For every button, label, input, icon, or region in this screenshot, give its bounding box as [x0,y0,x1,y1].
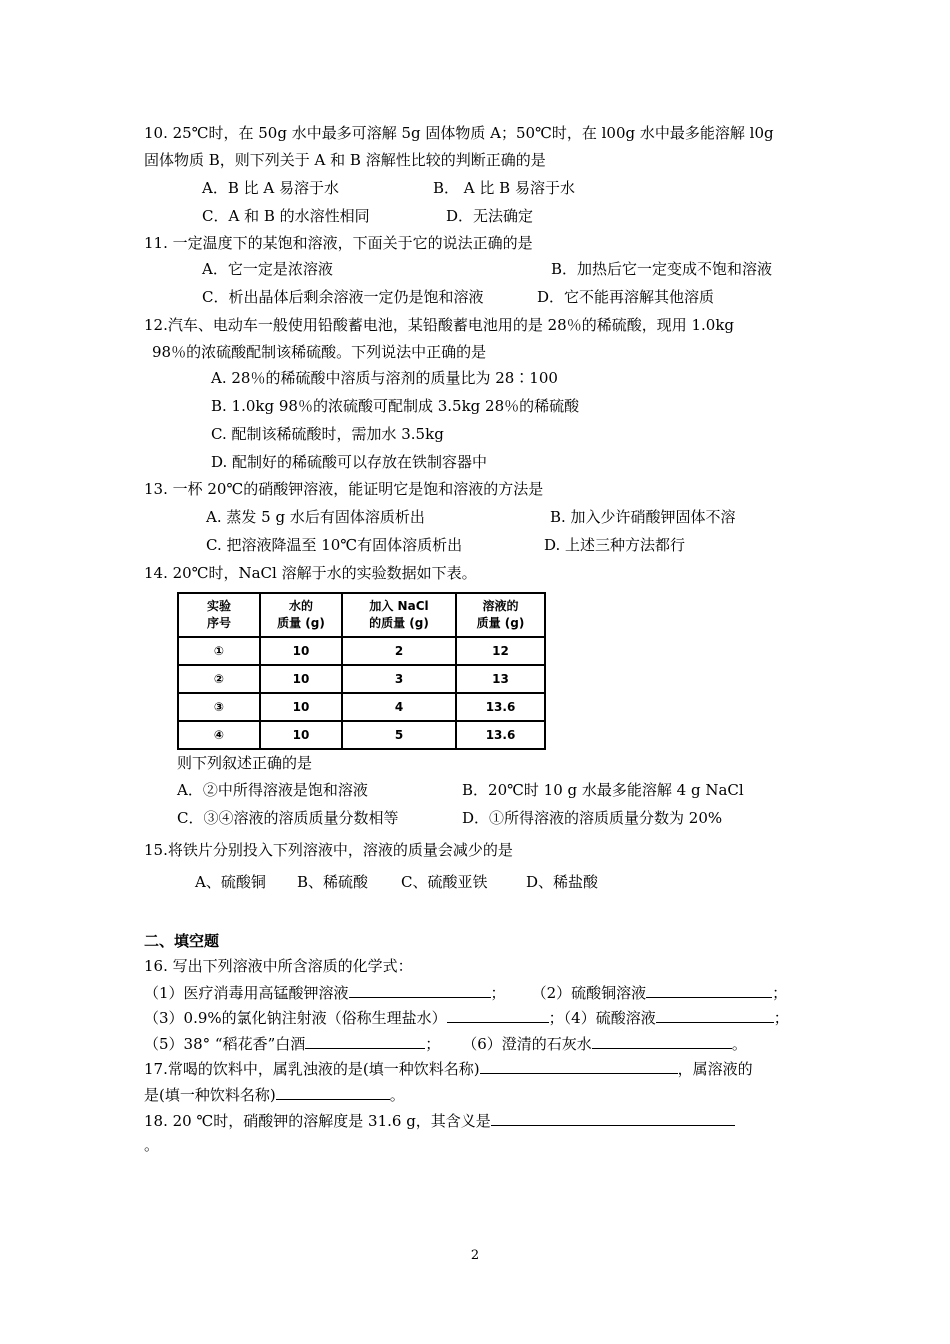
page-number: 2 [470,1248,480,1263]
q11-stem: 11. 一定温度下的某饱和溶液，下面关于它的说法正确的是 [144,234,533,252]
q10-stem-line1: 10. 25℃时，在 50g 水中最多可溶解 5g 固体物质 A；50℃时，在 l00g 水中最多能溶解 l0g [144,124,774,142]
q11-option-d: D．它不能再溶解其他溶质 [537,288,715,306]
q14-option-d: D．①所得溶液的溶质质量分数为 20% [462,809,723,827]
q14-followup: 则下列叙述正确的是 [177,754,313,772]
q17-text-mid: ，属溶液的 [677,1060,753,1078]
answer-blank-5[interactable] [305,1033,425,1049]
q16-part4: ；（4）硫酸溶液 [548,1009,656,1027]
q12-option-d: D. 配制好的稀硫酸可以存放在铁制容器中 [211,453,488,471]
table-cell: 13.6 [456,721,545,749]
table-row [178,665,545,693]
header-text: 水的 [288,599,313,613]
q15-option-a: A、硫酸铜 [195,873,266,891]
q13-option-b: B. 加入少许硝酸钾固体不溶 [550,508,736,526]
table-header-cell [260,593,342,637]
table-cell: 10 [260,637,342,665]
header-text: 质量 (g) [476,616,525,630]
q15-option-d: D、稀盐酸 [526,873,599,891]
q16-part6: （6）澄清的石灰水 [462,1035,592,1053]
q10-option-b: B． A 比 B 易溶于水 [433,179,575,197]
q13-option-c: C. 把溶液降温至 10℃有固体溶质析出 [206,536,463,554]
table-cell: 10 [260,665,342,693]
q16-line2 [144,1007,789,1028]
q10-option-d: D．无法确定 [446,207,534,225]
q10-option-c: C．A 和 B 的水溶性相同 [202,207,370,225]
q12-option-c: C. 配制该稀硫酸时，需加水 3.5kg [211,425,444,443]
q17-line2 [144,1084,405,1105]
table-cell: 10 [260,721,342,749]
header-text: 加入 NaCl [369,599,429,613]
q13-stem: 13. 一杯 20℃的硝酸钾溶液，能证明它是饱和溶液的方法是 [144,480,544,498]
table-cell: 3 [342,665,456,693]
header-text: 序号 [206,616,231,630]
table-header-cell [342,593,456,637]
q12-option-b: B. 1.0kg 98％的浓硫酸可配制成 3.5kg 28％的稀硫酸 [211,397,580,415]
header-text: 的质量 (g) [369,616,429,630]
q12-stem-line1: 12.汽车、电动车一般使用铅酸蓄电池，某铅酸蓄电池用的是 28％的稀硫酸，现用 1.0kg [144,316,735,334]
q11-option-a: A．它一定是浓溶液 [202,260,333,278]
nacl-data-table [177,592,546,750]
table-row [178,637,545,665]
table-header-cell [456,593,545,637]
table-cell: 12 [456,637,545,665]
table-header-cell [178,593,260,637]
punctuation: ； [490,984,506,1002]
q16-line3 [144,1033,747,1054]
q13-option-d: D. 上述三种方法都行 [544,536,686,554]
table-cell: ① [178,637,260,665]
q12-stem-line2: 98％的浓硫酸配制该稀硫酸。下列说法中正确的是 [152,343,487,361]
q14-option-b: B．20℃时 10 g 水最多能溶解 4 g NaCl [462,781,744,799]
q14-option-c: C．③④溶液的溶质质量分数相等 [177,809,399,827]
section-title: 二、填空题 [144,932,220,950]
q16-part3: （3）0.9%的氯化钠注射液（俗称生理盐水） [144,1009,447,1027]
q16-line1 [144,982,787,1003]
table-cell: ③ [178,693,260,721]
q10-stem-line2: 固体物质 B，则下列关于 A 和 B 溶解性比较的判断正确的是 [144,151,546,169]
q15-option-c: C、硫酸亚铁 [401,873,488,891]
q18-line1 [144,1110,735,1131]
q13-option-a: A. 蒸发 5 g 水后有固体溶质析出 [206,508,425,526]
table-cell: 2 [342,637,456,665]
punctuation: ； [772,984,788,1002]
answer-blank-7[interactable] [480,1058,678,1074]
q11-option-c: C．析出晶体后剩余溶液一定仍是饱和溶液 [202,288,484,306]
q14-stem: 14. 20℃时，NaCl 溶解于水的实验数据如下表。 [144,564,477,582]
answer-blank-1[interactable] [349,982,491,998]
answer-blank-3[interactable] [447,1007,549,1023]
table-cell: 10 [260,693,342,721]
punctuation: ； [425,1035,441,1053]
table-cell: 4 [342,693,456,721]
q18-text: 18. 20 ℃时，硝酸钾的溶解度是 31.6 g，其含义是 [144,1112,491,1130]
table-header-row [178,593,545,637]
q17-text2: 是(填一种饮料名称) [144,1086,276,1104]
table-cell: ② [178,665,260,693]
table-cell: 13 [456,665,545,693]
table-cell: 5 [342,721,456,749]
q17-text1: 17.常喝的饮料中，属乳浊液的是(填一种饮料名称) [144,1060,480,1078]
answer-blank-8[interactable] [276,1084,390,1100]
table-cell: ④ [178,721,260,749]
header-text: 实验 [206,599,231,613]
header-text: 溶液的 [482,599,519,613]
q16-part5: （5）38° “稻花香”白酒 [144,1035,306,1053]
q10-option-a: A．B 比 A 易溶于水 [202,179,339,197]
answer-blank-9[interactable] [491,1110,735,1126]
punctuation: ； [773,1009,789,1027]
q15-stem: 15.将铁片分别投入下列溶液中，溶液的质量会减少的是 [144,841,513,859]
table-row [178,721,545,749]
table-cell: 13.6 [456,693,545,721]
q16-stem: 16. 写出下列溶液中所含溶质的化学式： [144,957,413,975]
q17-line1 [144,1058,753,1079]
answer-blank-2[interactable] [646,982,772,998]
q18-period: 。 [144,1136,160,1154]
q11-option-b: B．加热后它一定变成不饱和溶液 [551,260,773,278]
header-text: 质量 (g) [277,616,325,630]
punctuation: 。 [731,1035,747,1053]
q15-option-b: B、稀硫酸 [297,873,369,891]
q16-part2: （2）硫酸铜溶液 [531,984,647,1002]
q12-option-a: A. 28％的稀硫酸中溶质与溶剂的质量比为 28∶100 [211,369,558,387]
q16-part1: （1）医疗消毒用高锰酸钾溶液 [144,984,349,1002]
q14-option-a: A．②中所得溶液是饱和溶液 [177,781,368,799]
table-row [178,693,545,721]
punctuation: 。 [389,1086,405,1104]
answer-blank-6[interactable] [592,1033,732,1049]
answer-blank-4[interactable] [656,1007,774,1023]
